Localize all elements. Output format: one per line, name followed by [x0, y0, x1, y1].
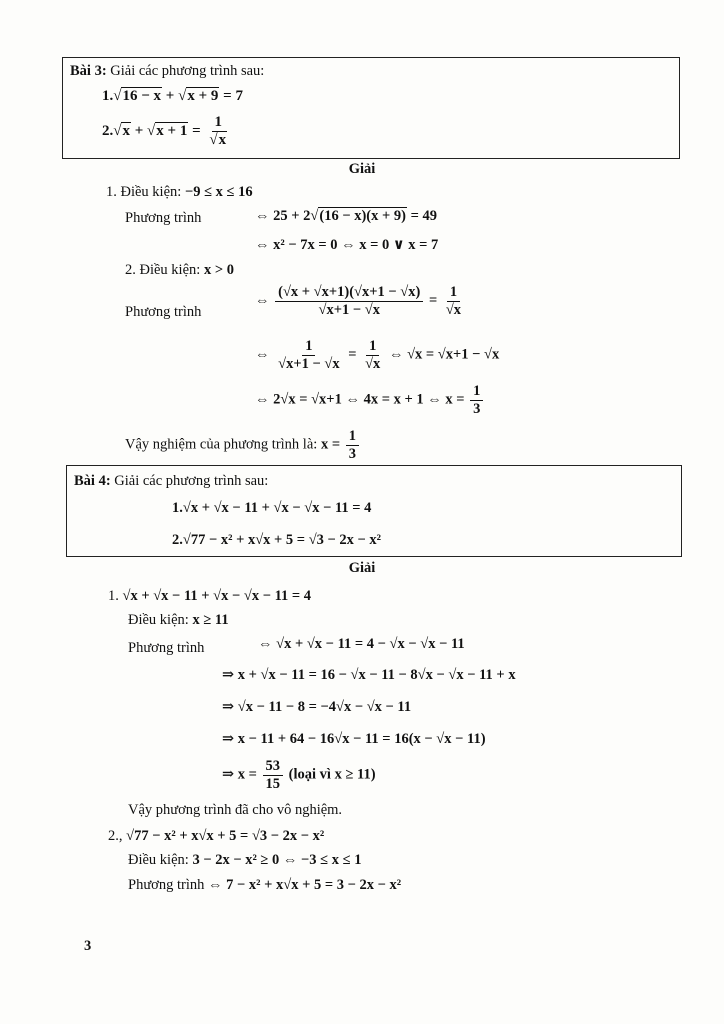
exercise-4-instruction: Giải các phương trình sau: [114, 473, 269, 489]
sol3-p1-label: Phương trình [125, 210, 202, 226]
solution-heading-1: Giải [348, 161, 376, 177]
sol4-p1-line5: ⇒ x = $\frac{53}{15}$ (loại vì x ≥ 11) [222, 758, 376, 792]
exercise-3-heading [70, 63, 264, 80]
exercise-3-instruction: Giải các phương trình sau: [110, 63, 265, 79]
sol4-p2-equation: 2., √77 − x² + x√x + 5 = √3 − 2x − x² [108, 828, 325, 844]
sol3-p2-label: Phương trình [125, 304, 202, 320]
sol3-p2-line3: ⇔ 2√x = √x+1 ⇔ 4x = x + 1 ⇔ x = $\frac{1}{3}$ [255, 383, 485, 417]
exercise-3-eq1: 1.√16 − x + √x + 9 = 7 [102, 88, 243, 104]
exercise-4-eq1: 1.√x + √x − 11 + √x − √x − 11 = 4 [172, 500, 372, 516]
sol3-conclusion: Vậy nghiệm của phương trình là: x = $\frac{1}{3}$ [125, 428, 361, 462]
sol4-p1-conclusion: Vậy phương trình đã cho vô nghiệm. [128, 802, 343, 818]
sol3-p2-condition: 2. Điều kiện: x > 0 [125, 262, 234, 278]
sol4-p1-line1: ⇔ √x + √x − 11 = 4 − √x − √x − 11 [258, 636, 465, 652]
exercise-3-eq2: 2.√x + √x + 1 = $\frac{1}{√x}$ [102, 114, 227, 149]
sol3-p2-line1: ⇔ $\frac{(√x + √x+1)(√x+1 - √x)}{√x+1 - √x}$ = $\frac{1}{√x}$ [255, 284, 462, 318]
sol4-p1-line2: ⇒ x + √x − 11 = 16 − √x − 11 − 8√x − √x − 11 + x [222, 667, 516, 683]
exercise-4-heading [74, 473, 268, 490]
sol3-p1-line1: ⇔ 25 + 2√(16 − x)(x + 9) = 49 [255, 208, 437, 224]
sol3-p1-line2: ⇔ x² − 7x = 0 ⇔ x = 0 ∨ x = 7 [255, 237, 439, 253]
sol4-p1-line4: ⇒ x − 11 + 64 − 16√x − 11 = 16(x − √x − 11) [222, 731, 486, 747]
sol4-p2-condition: Điều kiện: 3 − 2x − x² ≥ 0 ⇔ −3 ≤ x ≤ 1 [128, 852, 362, 868]
exercise-4-eq2: 2.√77 − x² + x√x + 5 = √3 − 2x − x² [172, 532, 382, 548]
exercise-3-title: Bài 3: [70, 63, 107, 79]
solution-heading-2: Giải [348, 560, 376, 576]
sol4-p1-label: Phương trình [128, 640, 205, 656]
exercise-4-title: Bài 4: [74, 473, 111, 489]
page-number: 3 [84, 938, 92, 954]
sol4-p1-condition: Điều kiện: x ≥ 11 [128, 612, 229, 628]
sol4-p1-equation: 1. √x + √x − 11 + √x − √x − 11 = 4 [108, 588, 312, 604]
sol4-p2-line1-row: Phương trình ⇔ 7 − x² + x√x + 5 = 3 − 2x − x² [128, 877, 402, 893]
sol3-p2-line2: ⇔ $\frac{1}{√x+1 - √x}$ = $\frac{1}{√x}$ ⇔ √x = √x+1 − √x [255, 338, 500, 372]
sol4-p1-line3: ⇒ √x − 11 − 8 = −4√x − √x − 11 [222, 699, 412, 715]
sol3-p1-condition: 1. Điều kiện: −9 ≤ x ≤ 16 [106, 184, 253, 200]
